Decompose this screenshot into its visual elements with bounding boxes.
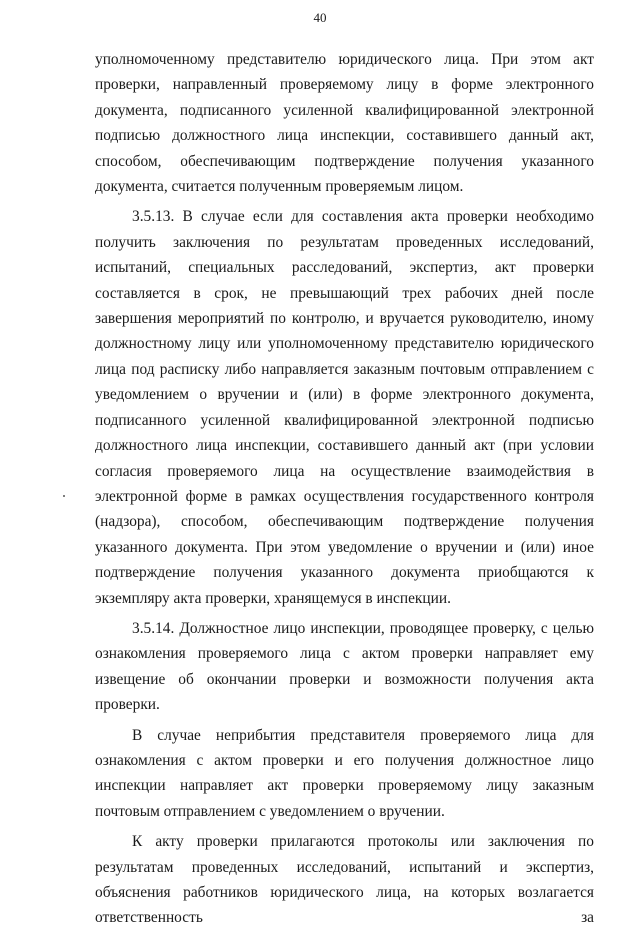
- paragraph-continuation: уполномоченному представителю юридического лица. При этом акт проверки, направленный проверяемому лицу в форме электронного документа, подписанного усиленной квалифицированной электронной подписью должностного лица инспекции, составившего данный акт, способом, обеспечивающим подтверждение получения указанного документа, считается полученным проверяемым лицом.: [95, 51, 594, 196]
- scan-dot-mark: [63, 495, 65, 497]
- paragraph-3-5-13: 3.5.13. В случае если для составления акта проверки необходимо получить заключения по результатам проведенных исследований, испытаний, специальных расследований, экспертиз, акт проверки составляется в срок, не превышающий трех рабочих дней после завершения мероприятий по контролю, и вручается руководителю, иному должностному лицу или уполномоченному представителю юридического лица под расписку либо направляется заказным почтовым отправлением с уведомлением о вручении и (или) в форме электронного документа, подписанного усиленной квалифицированной электронной подписью должностного лица инспекции, составившего данный акт (при условии согласия проверяемого лица на осуществление взаимодействия в электронной форме в рамках осуществления государственного контроля (надзора), способом, обеспечивающим подтверждение получения указанного документа. При этом уведомление о вручении и (или) иное подтверждение получения указанного документа приобщаются к экземпляру акта проверки, хранящемуся в инспекции.: [95, 208, 594, 607]
- paragraph-3-5-14: 3.5.14. Должностное лицо инспекции, проводящее проверку, с целью ознакомления проверяемого лица с актом проверки направляет ему извещение об окончании проверки и возможности получения акта проверки.: [95, 619, 594, 714]
- paragraph-attachments: К акту проверки прилагаются протоколы или заключения по результатам проведенных исследований, испытаний и экспертиз, объяснения работников юридического лица, на которых возлагается ответственность за: [95, 833, 594, 927]
- paragraph-non-arrival: В случае неприбытия представителя проверяемого лица для ознакомления с актом проверки и его получения должностное лицо инспекции направляет акт проверки проверяемому лицу заказным почтовым отправлением с уведомлением о вручении.: [95, 726, 594, 820]
- page-number: 40: [313, 10, 327, 25]
- document-body: [95, 47, 594, 936]
